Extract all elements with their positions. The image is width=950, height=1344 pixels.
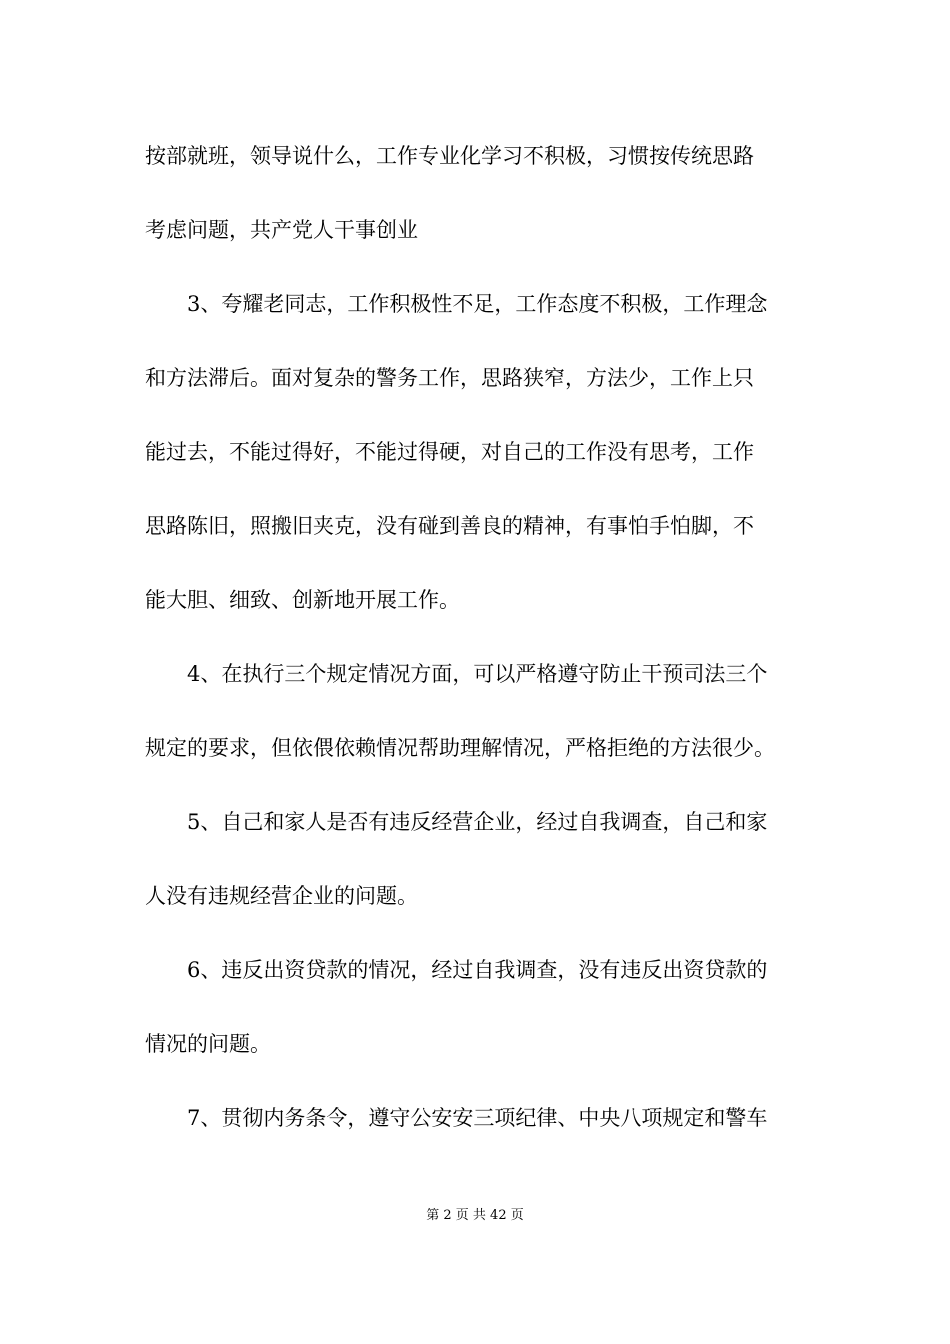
text-line: 人没有违规经营企业的问题。 [145, 884, 418, 908]
text-line: 按部就班，领导说什么，工作专业化学习不积极，习惯按传统思路 [145, 144, 754, 168]
text-line: 规定的要求，但依偎依赖情况帮助理解情况，严格拒绝的方法很少。 [145, 736, 775, 760]
page-footer [0, 1207, 950, 1225]
paragraph-start-line: 4、在执行三个规定情况方面，可以严格遵守防止干预司法三个 [187, 662, 768, 686]
text-line: 考虑问题，共产党人干事创业 [145, 218, 418, 242]
text-line: 能过去，不能过得好，不能过得硬，对自己的工作没有思考，工作 [145, 440, 754, 464]
paragraph-start-line: 6、违反出资贷款的情况，经过自我调查，没有违反出资贷款的 [187, 958, 768, 982]
paragraph-start-line: 5、自己和家人是否有违反经营企业，经过自我调查，自己和家 [187, 810, 768, 834]
text-line: 能大胆、细致、创新地开展工作。 [145, 588, 460, 612]
paragraph-start-line: 3、夸耀老同志，工作积极性不足，工作态度不积极，工作理念 [187, 292, 768, 316]
page-number: 第 2 页 共 42 页 [426, 1208, 524, 1223]
text-line: 思路陈旧，照搬旧夹克，没有碰到善良的精神，有事怕手怕脚，不 [145, 514, 754, 538]
paragraph-start-line: 7、贯彻内务条令，遵守公安安三项纪律、中央八项规定和警车 [187, 1106, 768, 1130]
text-line: 情况的问题。 [145, 1032, 271, 1056]
text-line: 和方法滞后。面对复杂的警务工作，思路狭窄，方法少，工作上只 [145, 366, 754, 390]
